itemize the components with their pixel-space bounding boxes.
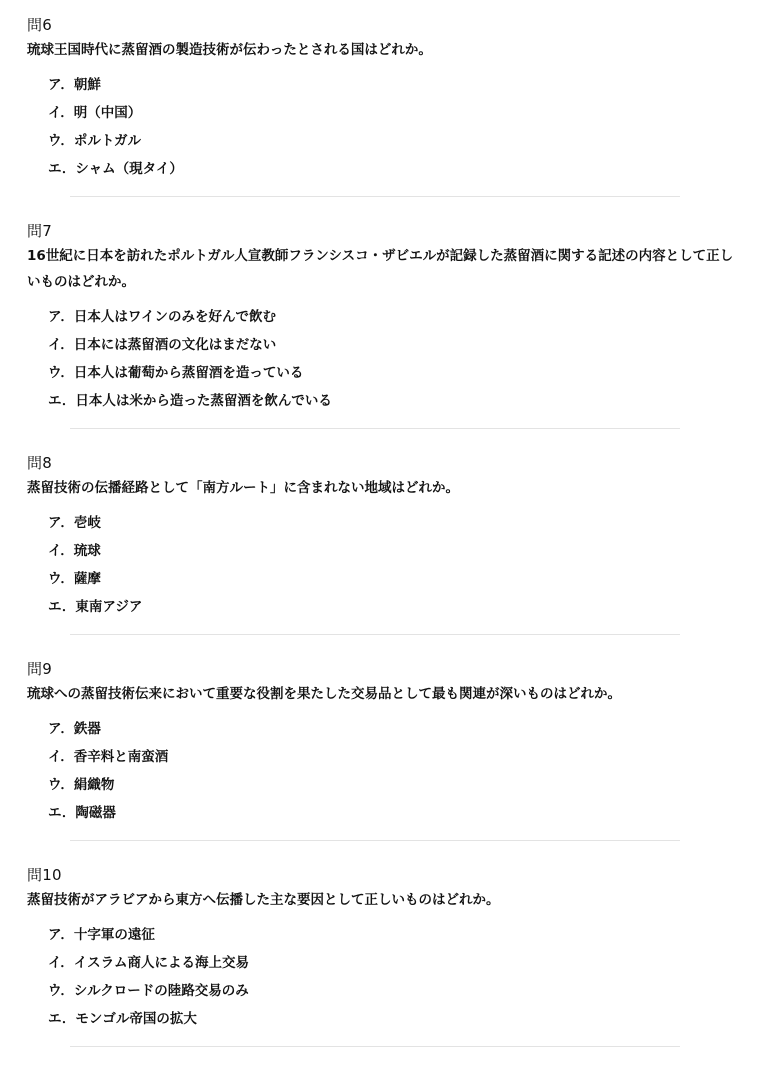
option-list: [27, 715, 736, 827]
option-u: ウ．日本人は葡萄から蒸留酒を造っている: [48, 365, 304, 381]
question-divider: [70, 196, 680, 197]
question-9: [27, 658, 736, 827]
option-i: イ．香辛料と南蛮酒: [48, 749, 169, 765]
option-a: ア．壱岐: [48, 515, 101, 531]
question-10: [27, 864, 736, 1033]
option-e: エ．東南アジア: [48, 599, 143, 615]
question-8: [27, 452, 736, 621]
question-7: [27, 220, 736, 415]
option-e: エ．日本人は米から造った蒸留酒を飲んでいる: [48, 393, 332, 409]
question-divider: [70, 428, 680, 429]
option-i: イ．明（中国）: [48, 105, 142, 121]
option-u: ウ．薩摩: [48, 571, 101, 587]
option-e: エ．陶磁器: [48, 805, 116, 821]
question-divider: [70, 1046, 680, 1047]
option-a: ア．鉄器: [48, 721, 101, 737]
option-list: [27, 921, 736, 1033]
question-divider: [70, 634, 680, 635]
question-text: 蒸留技術がアラビアから東方へ伝播した主な要因として正しいものはどれか。: [27, 892, 500, 908]
option-a: ア．日本人はワインのみを好んで飲む: [48, 309, 277, 325]
question-text: 蒸留技術の伝播経路として「南方ルート」に含まれない地域はどれか。: [27, 480, 459, 496]
option-list: [27, 303, 736, 415]
option-e: エ．シャム（現タイ）: [48, 161, 183, 177]
option-a: ア．朝鮮: [48, 77, 101, 93]
question-text: 琉球への蒸留技術伝来において重要な役割を果たした交易品として最も関連が深いものはどれか。: [27, 686, 621, 702]
question-number: 問8: [27, 454, 52, 472]
question-number: 問7: [27, 222, 52, 240]
question-text: 琉球王国時代に蒸留酒の製造技術が伝わったとされる国はどれか。: [27, 42, 432, 58]
option-u: ウ．絹織物: [48, 777, 115, 793]
question-number: 問10: [27, 866, 62, 884]
option-i: イ．日本には蒸留酒の文化はまだない: [48, 337, 277, 353]
option-list: [27, 509, 736, 621]
option-u: ウ．ポルトガル: [48, 133, 142, 149]
question-number: 問9: [27, 660, 52, 678]
question-text: 16世紀に日本を訪れたポルトガル人宣教師フランシスコ・ザビエルが記録した蒸留酒に関する記述の内容として正しいものはどれか。: [27, 248, 734, 290]
option-u: ウ．シルクロードの陸路交易のみ: [48, 983, 249, 999]
question-number: 問6: [27, 16, 52, 34]
option-i: イ．イスラム商人による海上交易: [48, 955, 250, 971]
option-i: イ．琉球: [48, 543, 101, 559]
question-6: [27, 14, 736, 183]
option-e: エ．モンゴル帝国の拡大: [48, 1011, 197, 1027]
question-divider: [70, 840, 680, 841]
option-a: ア．十字軍の遠征: [48, 927, 155, 943]
option-list: [27, 71, 736, 183]
